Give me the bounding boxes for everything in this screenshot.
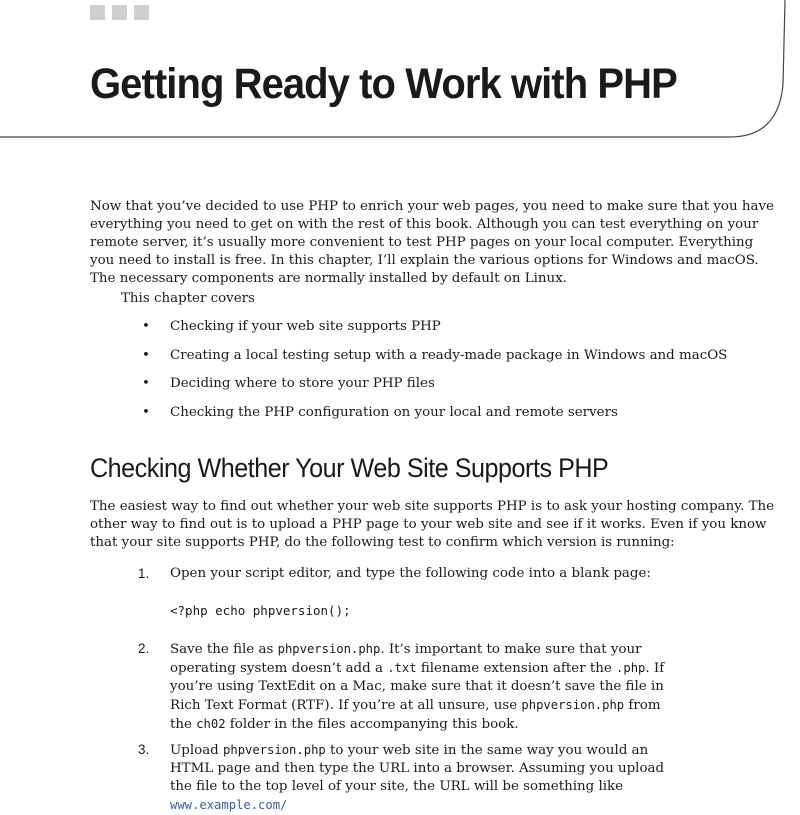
list-item — [90, 318, 727, 347]
list-item-text: Checking the PHP configuration on your local and remote servers — [170, 404, 618, 420]
text-run: Upload — [170, 743, 224, 758]
text-run: to your web site in the same way you would an HTML page and then type the URL into a browser. Assuming you upload the file to the top level of your site, the URL will be something like — [170, 743, 665, 794]
list-item-text: Deciding where to store your PHP files — [170, 376, 435, 391]
inline-code: phpversion.php — [277, 642, 381, 656]
text-run: from the — [170, 698, 661, 732]
inline-code: phpversion.php — [521, 698, 625, 712]
chapter-covers-label: This chapter covers — [121, 291, 255, 306]
code-snippet: <?php echo phpversion(); — [170, 603, 351, 618]
bullet-icon: • — [142, 347, 150, 363]
text-run: . It’s important to make sure that your operating system doesn’t add a — [170, 642, 642, 676]
bullet-icon: • — [142, 376, 150, 391]
text-run: filename extension after the — [416, 661, 617, 676]
step-text — [170, 741, 680, 815]
list-item — [90, 347, 727, 376]
text-run: Save the file as — [170, 642, 278, 657]
list-item — [90, 404, 727, 433]
inline-code: phpversion.php — [223, 743, 326, 757]
example-url-link[interactable]: www.example.com/ — [170, 798, 288, 812]
inline-code: .php — [616, 661, 646, 675]
bullet-icon: • — [142, 319, 150, 334]
step-text — [170, 640, 680, 734]
chapter-covers-list — [90, 318, 727, 432]
bullet-icon: • — [142, 404, 150, 420]
list-item — [90, 375, 727, 404]
text-run: folder in the files accompanying this book. — [225, 717, 519, 732]
intro-paragraph: Now that you’ve decided to use PHP to enrich your web pages, you need to make sure that you have everything you need to get on with the rest of this book. Although you can test everything on your remote server, it’s usually more convenient to test PHP pages on your local computer. Everything you need to install is free. In this chapter, I’ll explain the various options for Windows and macOS. The necessary components are normally installed by default on Linux. — [90, 199, 774, 286]
list-item-text: Checking if your web site supports PHP — [170, 319, 441, 334]
inline-code: .txt — [387, 661, 417, 675]
inline-code: ch02 — [196, 717, 226, 731]
section-paragraph: The easiest way to find out whether your web site supports PHP is to ask your hosting company. The other way to find out is to upload a PHP page to your web site and see if it works. Even if you know that your site supports PHP, do the following test to confirm which version is running: — [90, 499, 775, 550]
step-number: 1. — [138, 566, 150, 581]
step-number: 3. — [138, 742, 150, 757]
section-heading: Checking Whether Your Web Site Supports PHP — [90, 453, 609, 483]
step-text: Open your script editor, and type the following code into a blank page: — [170, 566, 651, 581]
list-item-text: Creating a local testing setup with a ready-made package in Windows and macOS — [170, 347, 728, 363]
chapter-title: Getting Ready to Work with PHP — [90, 60, 677, 108]
text-run: . If you’re using TextEdit on a Mac, make sure that it doesn’t save the file in Rich Text Format (RTF). If you’re at all unsure, use — [170, 661, 665, 713]
step-number: 2. — [138, 641, 150, 656]
